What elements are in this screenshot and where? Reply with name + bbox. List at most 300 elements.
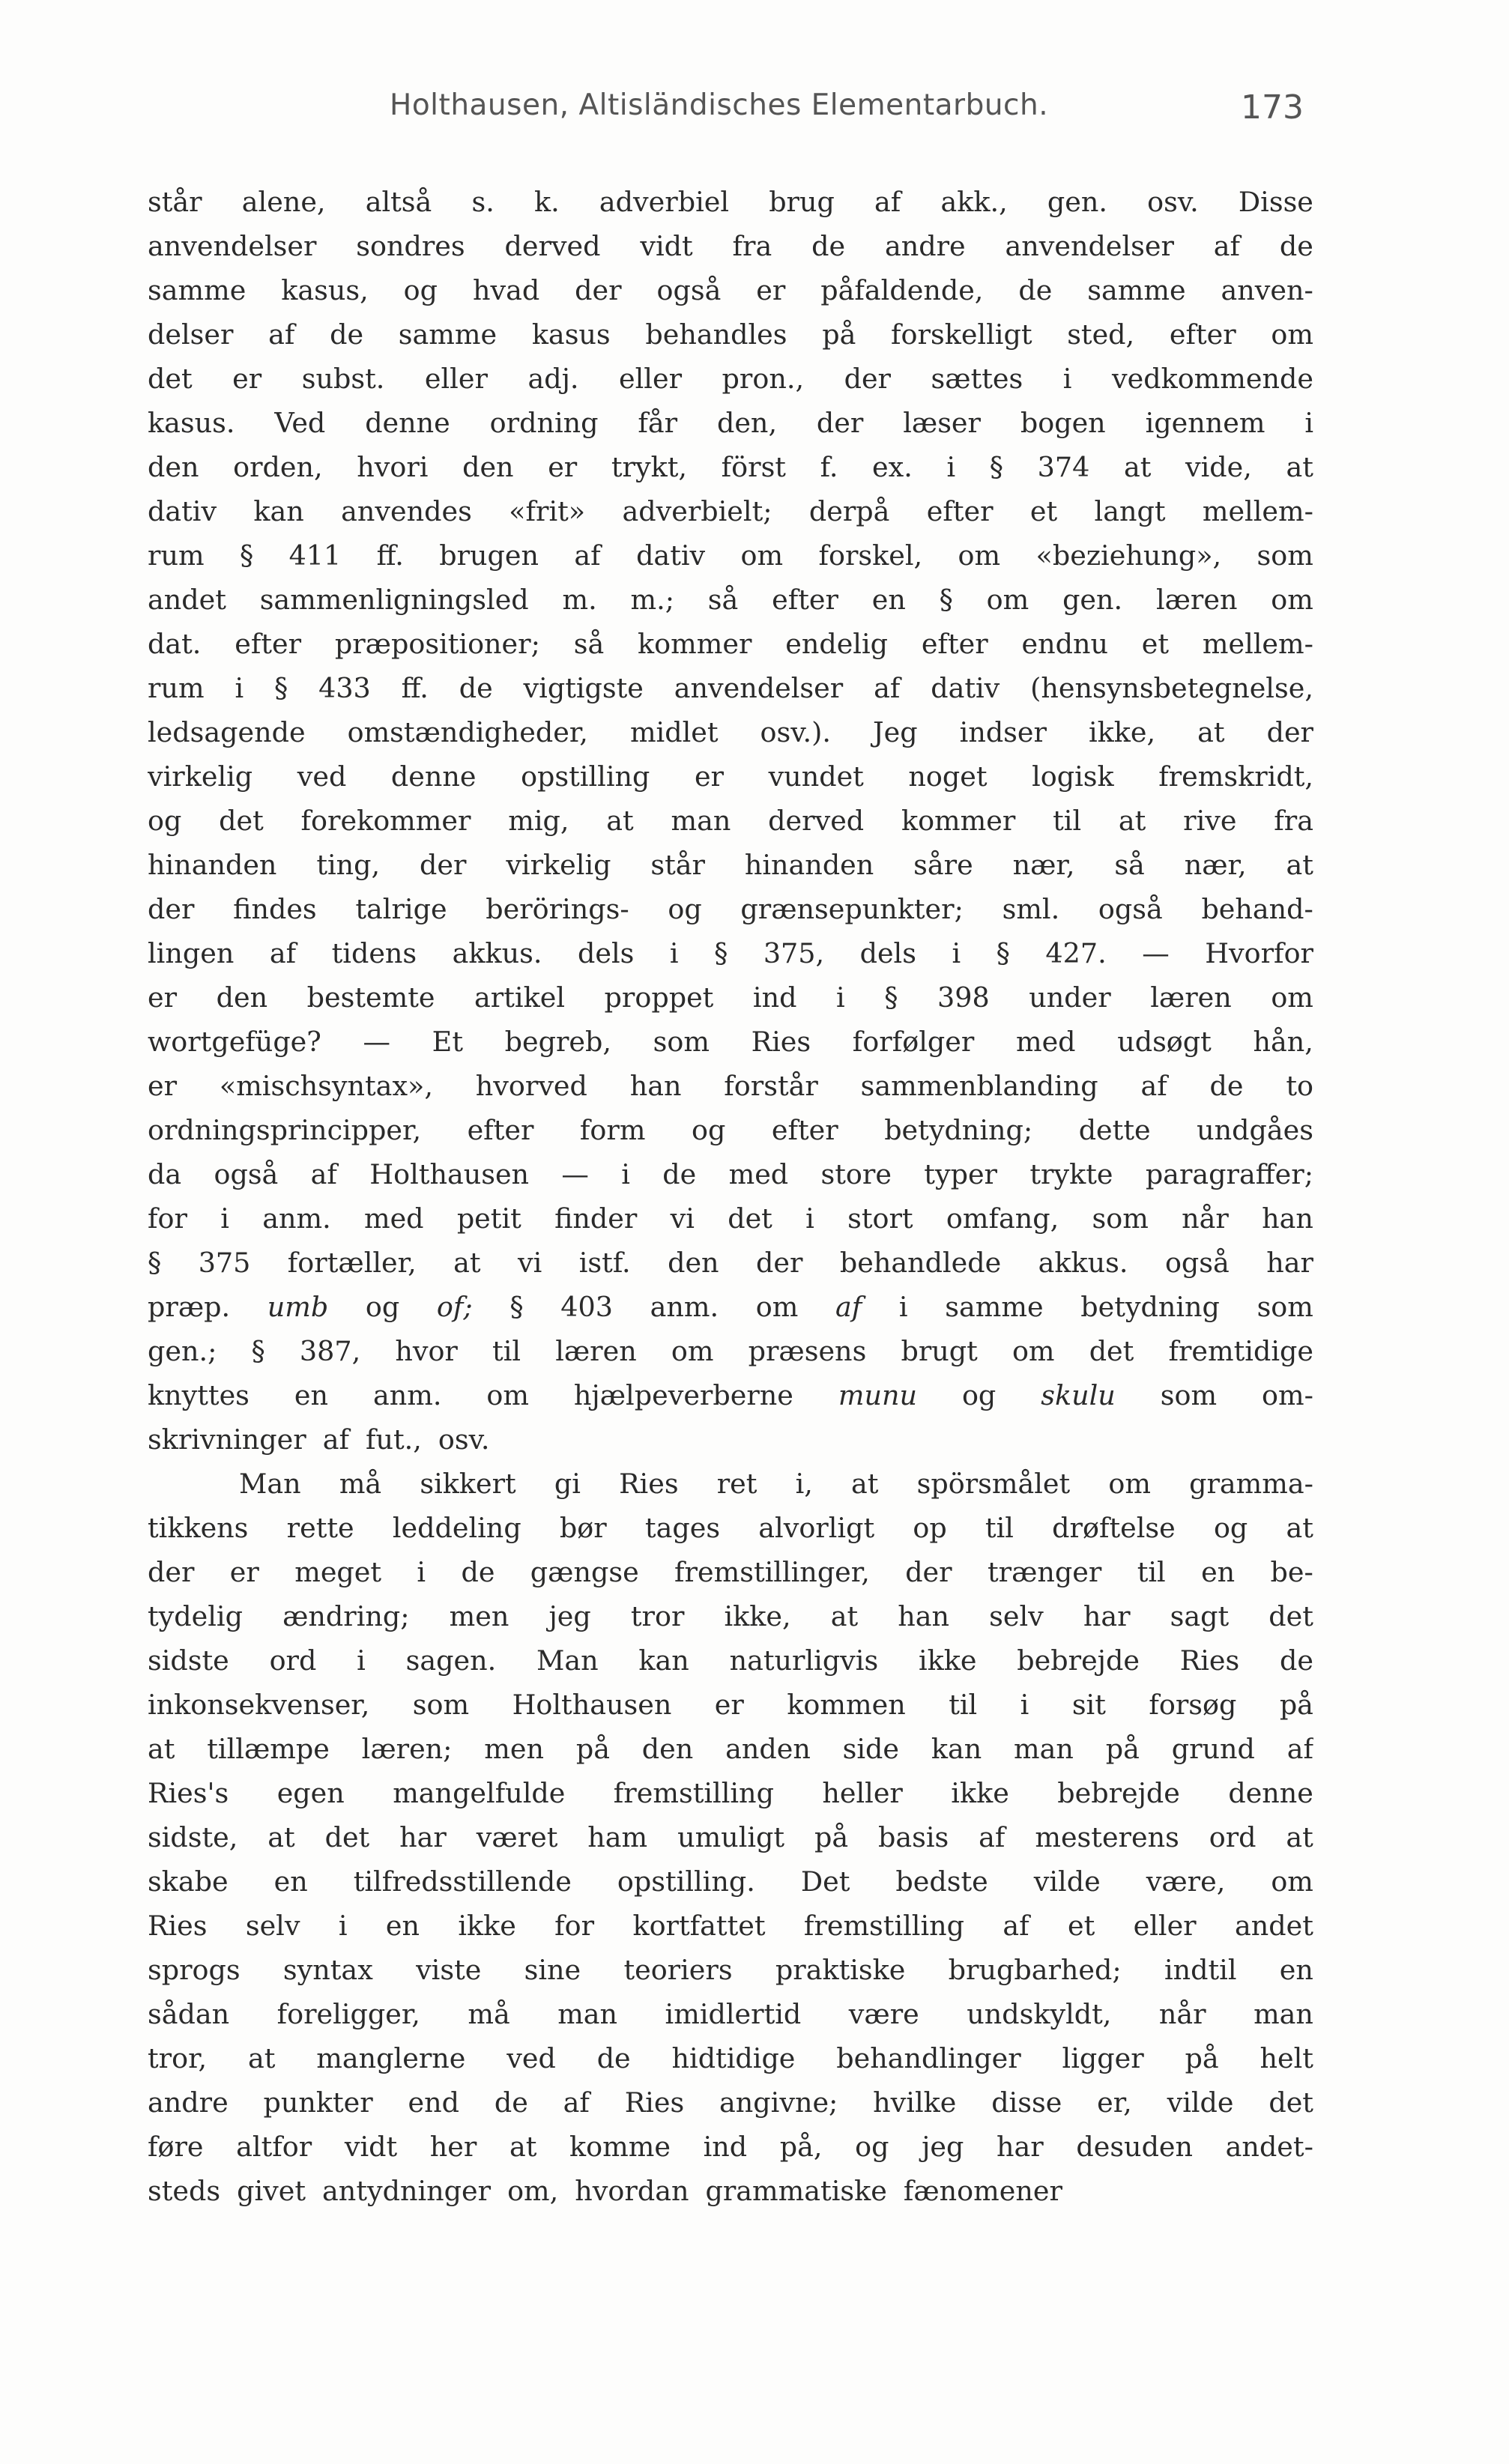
- word: spörsmålet: [916, 1468, 1071, 1500]
- word: så: [573, 628, 605, 660]
- word: munu: [838, 1379, 917, 1411]
- word: at: [1123, 451, 1152, 483]
- word: Hvorfor: [1205, 937, 1313, 969]
- word: §: [148, 1247, 162, 1279]
- word: er,: [1097, 2086, 1132, 2119]
- word: af: [1213, 230, 1241, 262]
- word: om: [986, 584, 1029, 616]
- word: så: [1114, 849, 1145, 881]
- word: som: [1257, 539, 1313, 572]
- word: de: [1018, 274, 1053, 306]
- text-line: [148, 887, 1313, 931]
- word: paragraffer;: [1145, 1158, 1313, 1190]
- word: kommer: [901, 805, 1016, 837]
- word: andet: [1234, 1910, 1313, 1942]
- word: at: [1286, 1821, 1313, 1853]
- word: de: [662, 1158, 697, 1190]
- word: steds: [148, 2175, 221, 2207]
- word: syntax: [282, 1954, 373, 1986]
- word: og: [365, 1291, 400, 1323]
- word: ledsagende: [148, 716, 306, 748]
- text-line: [148, 1859, 1313, 1904]
- word: fra: [732, 230, 772, 262]
- word: lingen: [148, 937, 235, 969]
- word: vide,: [1185, 451, 1252, 483]
- word: Disse: [1238, 186, 1313, 218]
- word: at: [851, 1468, 879, 1500]
- text-line: [148, 799, 1313, 843]
- word: sml.: [1002, 893, 1060, 925]
- word: petit: [456, 1202, 521, 1235]
- word: anvendelser: [148, 230, 317, 262]
- word: der: [420, 849, 467, 881]
- word: om: [1271, 981, 1313, 1014]
- word: en: [871, 584, 906, 616]
- word: bebrejde: [1057, 1777, 1180, 1809]
- word: om: [755, 1291, 799, 1323]
- word: anvendes: [341, 495, 472, 527]
- word: andre: [884, 230, 966, 262]
- word: efter: [921, 628, 988, 660]
- word: nær,: [1012, 849, 1075, 881]
- word: vedkommende: [1112, 363, 1313, 395]
- text-line: [148, 1152, 1313, 1196]
- word: de: [494, 2086, 528, 2119]
- word: dels: [578, 937, 635, 969]
- word: er: [694, 760, 724, 793]
- word: ændring;: [282, 1600, 410, 1632]
- word: dette: [1078, 1114, 1151, 1146]
- word: k.: [534, 186, 560, 218]
- word: §: [939, 584, 953, 616]
- word: påfaldende,: [820, 274, 984, 306]
- word: en: [294, 1379, 328, 1411]
- word: 398: [937, 981, 990, 1014]
- word: ex.: [872, 451, 913, 483]
- word: hidtidige: [671, 2042, 796, 2074]
- word: af: [1286, 1733, 1313, 1765]
- word: såre: [913, 849, 973, 881]
- word: føre: [148, 2131, 204, 2163]
- text-line: [148, 1506, 1313, 1550]
- word: de: [1279, 230, 1313, 262]
- word: §: [996, 937, 1010, 969]
- word: selv: [245, 1910, 300, 1942]
- word: leddeling: [392, 1512, 521, 1544]
- word: kasus: [531, 318, 611, 351]
- word: praktiske: [775, 1954, 906, 1986]
- word: 433: [318, 672, 371, 704]
- word: sagt: [1170, 1600, 1230, 1632]
- text-line: [148, 1373, 1313, 1417]
- word: den: [641, 1733, 694, 1765]
- word: tydelig: [148, 1600, 243, 1632]
- word: er: [148, 1070, 178, 1102]
- word: hinanden: [148, 849, 277, 881]
- word: dat.: [148, 628, 202, 660]
- text-line: [148, 754, 1313, 799]
- word: har: [1083, 1600, 1131, 1632]
- text-line: [148, 1020, 1313, 1064]
- text-line: [148, 1064, 1313, 1108]
- word: gramma-: [1189, 1468, 1313, 1500]
- word: to: [1286, 1070, 1313, 1102]
- text-line: [148, 1683, 1313, 1727]
- word: anm.: [650, 1291, 719, 1323]
- word: eller: [1133, 1910, 1197, 1942]
- word: heller: [822, 1777, 903, 1809]
- word: læren: [555, 1335, 637, 1367]
- word: at: [1286, 1512, 1313, 1544]
- word: der: [148, 893, 195, 925]
- word: men: [449, 1600, 509, 1632]
- word: præpositioner;: [334, 628, 540, 660]
- word: i: [946, 451, 956, 483]
- word: först: [721, 451, 786, 483]
- word: det: [148, 363, 193, 395]
- word: s.: [471, 186, 495, 218]
- word: tikkens: [148, 1512, 249, 1544]
- word: kan: [253, 495, 304, 527]
- text-line: [148, 1196, 1313, 1241]
- word: inkonsekvenser,: [148, 1689, 370, 1721]
- word: bør: [559, 1512, 607, 1544]
- word: han: [898, 1600, 950, 1632]
- word: behandlede: [839, 1247, 1002, 1279]
- word: langt: [1094, 495, 1166, 527]
- word: §: [989, 451, 1004, 483]
- word: omstændigheder,: [347, 716, 588, 748]
- word: at: [248, 2042, 276, 2074]
- word: endnu: [1021, 628, 1108, 660]
- word: står: [650, 849, 705, 881]
- word: vundet: [768, 760, 864, 793]
- word: også: [656, 274, 722, 306]
- word: op: [913, 1512, 947, 1544]
- word: om,: [507, 2175, 559, 2207]
- word: gen.: [1062, 584, 1123, 616]
- word: også: [1164, 1247, 1230, 1279]
- word: eller: [619, 363, 683, 395]
- word: §: [509, 1291, 524, 1323]
- word: sikkert: [420, 1468, 516, 1500]
- word: vilde: [1167, 2086, 1234, 2119]
- word: §: [273, 672, 288, 704]
- word: på,: [779, 2131, 823, 2163]
- word: kan: [638, 1644, 689, 1677]
- word: på: [822, 318, 856, 351]
- word: i: [805, 1202, 814, 1235]
- word: denne: [1228, 1777, 1313, 1809]
- word: desuden: [1076, 2131, 1194, 2163]
- word: hinanden: [744, 849, 874, 881]
- word: sættes: [931, 363, 1023, 395]
- word: på: [575, 1733, 610, 1765]
- word: kommer: [638, 628, 752, 660]
- word: brugbarhed;: [948, 1954, 1122, 1986]
- text-line: [148, 1329, 1313, 1373]
- word: læren;: [361, 1733, 453, 1765]
- word: ting,: [316, 849, 381, 881]
- word: denne: [365, 407, 450, 439]
- word: som: [1160, 1379, 1218, 1411]
- word: tror: [630, 1600, 685, 1632]
- word: sit: [1071, 1689, 1106, 1721]
- word: indser: [959, 716, 1047, 748]
- text-line: [148, 1727, 1313, 1771]
- word: kortfattet: [632, 1910, 766, 1942]
- word: behandlinger: [836, 2042, 1021, 2074]
- word: og: [668, 893, 702, 925]
- word: at: [148, 1733, 175, 1765]
- word: den: [668, 1247, 719, 1279]
- word: tillæmpe: [207, 1733, 330, 1765]
- word: det: [1089, 1335, 1134, 1367]
- text-line: [148, 1462, 1313, 1506]
- word: ff.: [376, 539, 404, 572]
- word: de: [330, 318, 364, 351]
- word: 427.: [1045, 937, 1107, 969]
- word: anden: [725, 1733, 811, 1765]
- word: behand-: [1201, 893, 1313, 925]
- text-line: [148, 533, 1313, 578]
- word: trykte: [1029, 1158, 1113, 1190]
- text-line: [148, 1992, 1313, 2036]
- word: være: [848, 1998, 919, 2030]
- word: af: [574, 539, 601, 572]
- word: behandles: [645, 318, 787, 351]
- word: begreb,: [504, 1026, 611, 1058]
- word: Ries's: [148, 1777, 229, 1809]
- word: komme: [569, 2131, 671, 2163]
- text-line: [148, 312, 1313, 357]
- word: ikke,: [724, 1600, 791, 1632]
- word: akkus.: [1038, 1247, 1128, 1279]
- word: af: [322, 1423, 349, 1456]
- word: om: [740, 539, 784, 572]
- word: efter: [771, 1114, 838, 1146]
- word: ikke: [919, 1644, 977, 1677]
- word: han: [1262, 1202, 1313, 1235]
- word: i: [621, 1158, 630, 1190]
- word: virkelig: [148, 760, 253, 793]
- word: om-: [1262, 1379, 1313, 1411]
- word: at: [509, 2131, 537, 2163]
- word: man: [671, 805, 731, 837]
- word: det: [1268, 1600, 1313, 1632]
- text-line: [148, 578, 1313, 622]
- word: men: [484, 1733, 545, 1765]
- word: —: [363, 1026, 391, 1058]
- word: vigtigste: [523, 672, 644, 704]
- word: hvori: [357, 451, 429, 483]
- word: i: [1020, 1689, 1029, 1721]
- word: kasus,: [281, 274, 369, 306]
- word: orden,: [233, 451, 323, 483]
- word: af: [563, 2086, 590, 2119]
- text-line: [148, 2080, 1313, 2125]
- word: fremstillinger,: [674, 1556, 870, 1588]
- word: som: [412, 1689, 470, 1721]
- word: de: [459, 672, 493, 704]
- word: ligger: [1062, 2042, 1144, 2074]
- word: f.: [820, 451, 838, 483]
- word: dativ: [931, 672, 1000, 704]
- word: så: [707, 584, 739, 616]
- word: hvilke: [873, 2086, 957, 2119]
- word: vilde: [1033, 1865, 1101, 1898]
- word: «frit»: [509, 495, 586, 527]
- text-line: [148, 1108, 1313, 1152]
- word: betydning;: [884, 1114, 1033, 1146]
- word: også: [1098, 893, 1163, 925]
- word: der: [905, 1556, 952, 1588]
- word: under: [1029, 981, 1111, 1014]
- word: §: [251, 1335, 265, 1367]
- word: fremstilling: [613, 1777, 774, 1809]
- text-line: [148, 224, 1313, 268]
- word: at: [453, 1247, 481, 1279]
- text-line: [148, 1638, 1313, 1683]
- word: umuligt: [677, 1821, 785, 1853]
- word: står: [148, 186, 202, 218]
- word: sammenligningsled: [259, 584, 529, 616]
- word: meget: [294, 1556, 382, 1588]
- word: endelig: [785, 628, 889, 660]
- word: rum: [148, 672, 205, 704]
- word: og: [691, 1114, 726, 1146]
- word: ord: [269, 1644, 317, 1677]
- word: efter: [772, 584, 838, 616]
- word: den: [216, 981, 268, 1014]
- text-line: [148, 489, 1313, 533]
- word: af: [979, 1821, 1006, 1853]
- word: en: [385, 1910, 420, 1942]
- text-line: [148, 1550, 1313, 1594]
- word: vidt: [640, 230, 693, 262]
- word: mellem-: [1202, 628, 1313, 660]
- word: indtil: [1164, 1954, 1237, 1986]
- word: kan: [931, 1733, 982, 1765]
- word: om: [671, 1335, 714, 1367]
- word: sagen.: [405, 1644, 497, 1677]
- word: ret: [716, 1468, 757, 1500]
- word: får: [638, 407, 678, 439]
- word: rette: [286, 1512, 354, 1544]
- word: bedste: [895, 1865, 988, 1898]
- word: præsens: [748, 1335, 867, 1367]
- body-text: [148, 180, 1313, 2213]
- word: §: [884, 981, 898, 1014]
- running-head: Holthausen, Altisländisches Elementarbuch.: [390, 88, 1049, 122]
- word: de: [1209, 1070, 1244, 1102]
- word: knyttes: [148, 1379, 250, 1411]
- word: gen.;: [148, 1335, 217, 1367]
- word: rive: [1183, 805, 1237, 837]
- word: det: [1268, 2086, 1313, 2119]
- word: of;: [436, 1291, 473, 1323]
- word: logisk: [1032, 760, 1114, 793]
- word: altså: [365, 186, 432, 218]
- word: i: [835, 981, 845, 1014]
- word: Man: [536, 1644, 599, 1677]
- word: der: [816, 407, 864, 439]
- word: læren: [1150, 981, 1232, 1014]
- word: at: [830, 1600, 859, 1632]
- word: trænger: [987, 1556, 1102, 1588]
- word: mesterens: [1035, 1821, 1179, 1853]
- word: også: [214, 1158, 279, 1190]
- word: —: [1142, 937, 1170, 969]
- word: i,: [795, 1468, 813, 1500]
- word: når: [1158, 1998, 1206, 2030]
- word: istf.: [578, 1247, 631, 1279]
- word: han: [629, 1070, 682, 1102]
- word: sine: [524, 1954, 581, 1986]
- word: fænomener: [903, 2175, 1062, 2207]
- word: i: [235, 672, 244, 704]
- word: «beziehung»,: [1035, 539, 1222, 572]
- word: om: [1108, 1468, 1151, 1500]
- word: eller: [424, 363, 488, 395]
- word: ham: [587, 1821, 648, 1853]
- word: af: [874, 672, 901, 704]
- word: den: [462, 451, 514, 483]
- word: med: [363, 1202, 424, 1235]
- word: (hensynsbetegnelse,: [1030, 672, 1313, 704]
- word: Ries: [1179, 1644, 1240, 1677]
- word: af: [1140, 1070, 1167, 1102]
- word: at: [606, 805, 634, 837]
- text-line: [148, 843, 1313, 887]
- word: er: [148, 981, 178, 1014]
- word: bestemte: [306, 981, 435, 1014]
- word: umb: [267, 1291, 329, 1323]
- word: derpå: [808, 495, 890, 527]
- word: fortæller,: [287, 1247, 417, 1279]
- word: må: [468, 1998, 510, 2030]
- word: og: [961, 1379, 997, 1411]
- word: Ved: [274, 407, 326, 439]
- word: «mischsyntax»,: [219, 1070, 433, 1102]
- word: helt: [1259, 2042, 1313, 2074]
- word: et: [1068, 1910, 1095, 1942]
- word: vi: [670, 1202, 695, 1235]
- word: i: [357, 1644, 366, 1677]
- word: finder: [554, 1202, 638, 1235]
- word: på: [1185, 2042, 1219, 2074]
- word: den,: [716, 407, 778, 439]
- word: samme: [1087, 274, 1186, 306]
- word: forsøg: [1149, 1689, 1237, 1721]
- word: grænsepunkter;: [740, 893, 964, 925]
- word: anm.: [372, 1379, 442, 1411]
- word: til: [492, 1335, 521, 1367]
- word: i: [417, 1556, 426, 1588]
- word: derved: [768, 805, 865, 837]
- word: mangelfulde: [393, 1777, 566, 1809]
- word: til: [1137, 1556, 1166, 1588]
- word: en: [273, 1865, 308, 1898]
- text-line: [148, 2036, 1313, 2080]
- word: der: [575, 274, 622, 306]
- word: givet: [237, 2175, 306, 2207]
- word: samme: [148, 274, 247, 306]
- word: forekommer: [300, 805, 471, 837]
- word: og: [1213, 1512, 1248, 1544]
- word: akkus.: [452, 937, 542, 969]
- text-line: [148, 622, 1313, 666]
